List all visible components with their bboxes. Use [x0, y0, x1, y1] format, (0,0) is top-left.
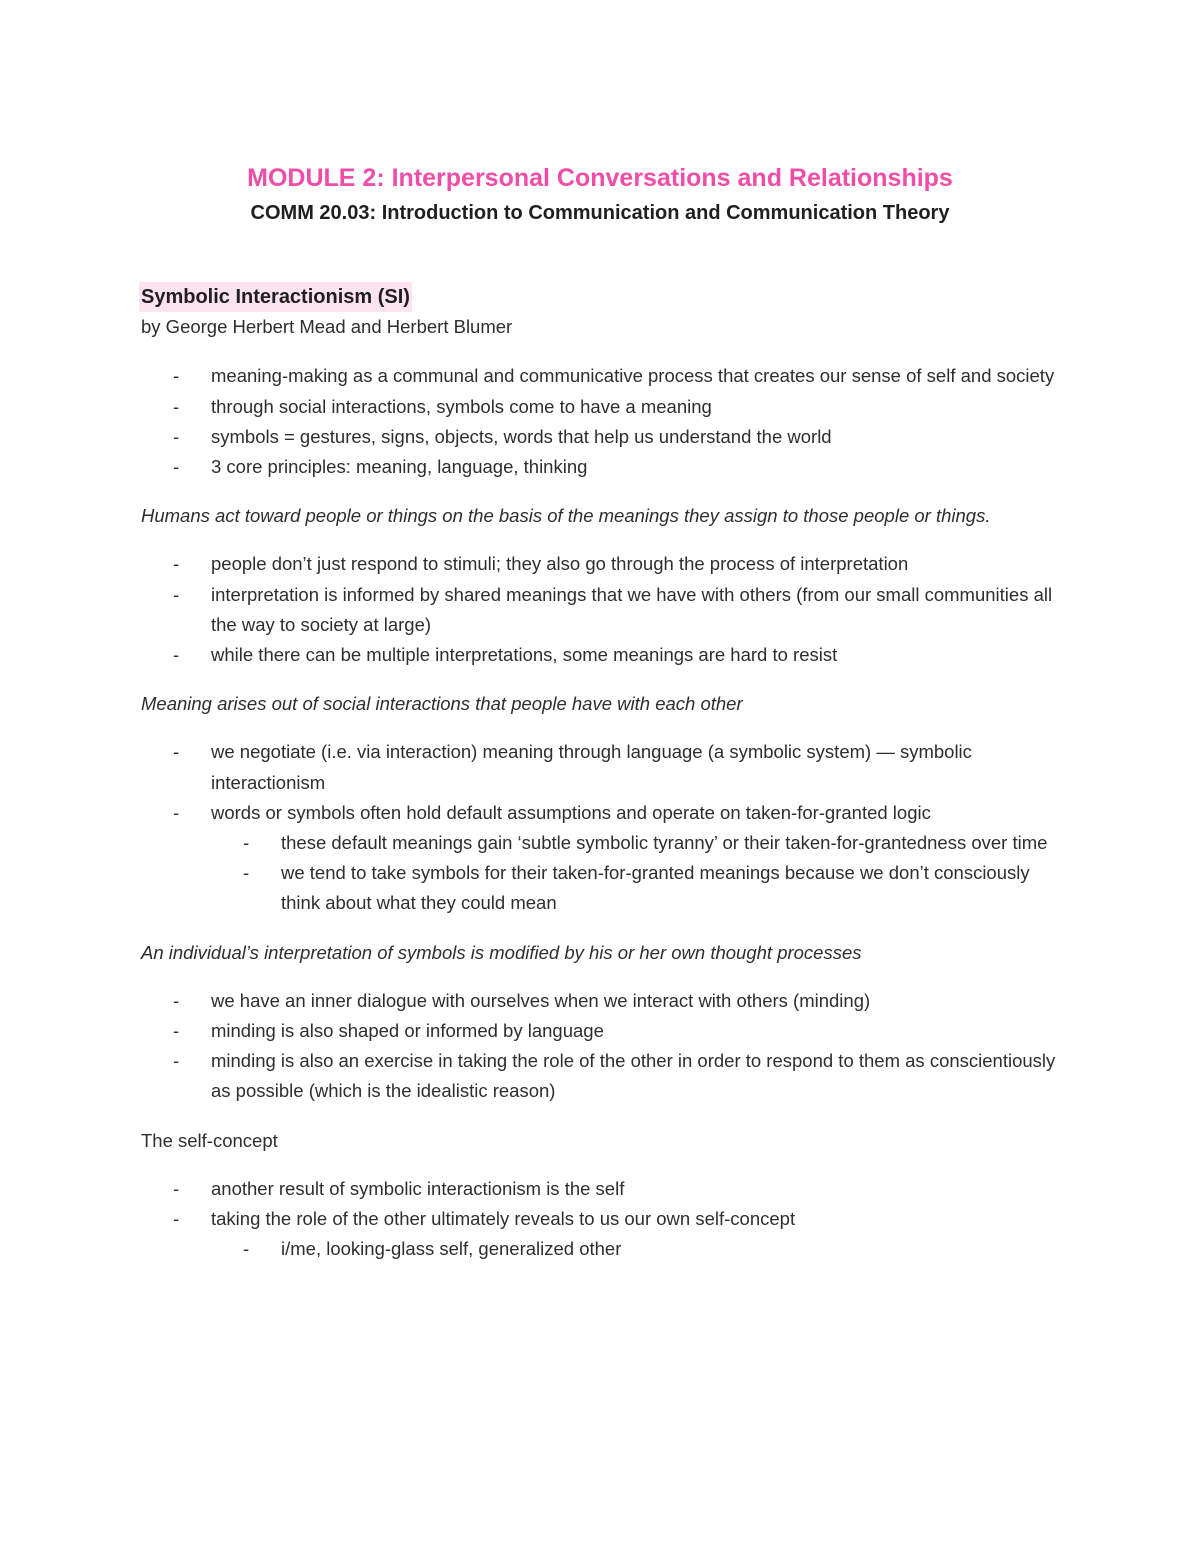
principle-1-bullet-list — [141, 549, 1071, 670]
sub-list-item: - we tend to take symbols for their taken-for-granted meanings because we don’t consciously think about what they could mean — [211, 858, 1071, 918]
list-item: - we have an inner dialogue with ourselves when we interact with others (minding) — [141, 986, 1071, 1016]
dash-bullet: - — [173, 365, 180, 387]
list-item: - through social interactions, symbols come to have a meaning — [141, 392, 1071, 422]
dash-bullet: - — [173, 1177, 180, 1199]
list-item: - we negotiate (i.e. via interaction) meaning through language (a symbolic system) — symbolic interactionism — [141, 737, 1071, 797]
sub-list-item: - i/me, looking-glass self, generalized other — [211, 1234, 1071, 1264]
self-concept-bullet-list — [141, 1174, 1071, 1265]
intro-bullet-list — [141, 361, 1071, 482]
list-item: - while there can be multiple interpretations, some meanings are hard to resist — [141, 640, 1071, 670]
principle-2-sub-bullet-list — [211, 828, 1071, 919]
dash-bullet: - — [243, 832, 250, 854]
dash-bullet: - — [173, 989, 180, 1011]
self-concept-sub-bullet-list — [211, 1234, 1071, 1264]
dash-bullet: - — [173, 741, 180, 763]
principle-statement-2: Meaning arises out of social interactions that people have with each other — [141, 693, 743, 715]
dash-bullet: - — [173, 1020, 180, 1042]
section-heading-wrap — [141, 282, 1071, 312]
dash-bullet: - — [173, 1050, 180, 1072]
list-item: - words or symbols often hold default assumptions and operate on taken-for-granted logic - these default meanings gain ‘subtle symbolic tyranny’ or their taken-for-grantedness over time - we tend to take symbols for their taken-for-granted meanings because we don’t consciously think about what they could mean — [141, 798, 1071, 919]
dash-bullet: - — [173, 1208, 180, 1230]
list-item: - interpretation is informed by shared meanings that we have with others (from our small communities all the way to society at large) — [141, 580, 1071, 640]
dash-bullet: - — [243, 1238, 250, 1260]
dash-bullet: - — [173, 456, 180, 478]
principle-2-bullet-list — [141, 737, 1071, 918]
dash-bullet: - — [173, 553, 180, 575]
dash-bullet: - — [173, 395, 180, 417]
byline: by George Herbert Mead and Herbert Blumer — [141, 316, 513, 338]
dash-bullet: - — [173, 425, 180, 447]
principle-statement-3: An individual’s interpretation of symbols is modified by his or her own thought processes — [141, 941, 862, 963]
dash-bullet: - — [173, 644, 180, 666]
self-concept-label: The self-concept — [141, 1129, 278, 1151]
list-item: - another result of symbolic interactionism is the self — [141, 1174, 1071, 1204]
principle-statement-1: Humans act toward people or things on the basis of the meanings they assign to those people or things. — [141, 505, 991, 527]
module-title: MODULE 2: Interpersonal Conversations and Relationships — [247, 164, 953, 192]
dash-bullet: - — [173, 801, 180, 823]
list-item: - meaning-making as a communal and communicative process that creates our sense of self and society — [141, 361, 1071, 391]
list-item: - 3 core principles: meaning, language, thinking — [141, 452, 1071, 482]
course-subtitle: COMM 20.03: Introduction to Communication and Communication Theory — [250, 202, 950, 224]
list-item: - minding is also an exercise in taking the role of the other in order to respond to them as conscientiously as possible (which is the idealistic reason) — [141, 1046, 1071, 1106]
sub-list-item: - these default meanings gain ‘subtle symbolic tyranny’ or their taken-for-grantedness over time — [211, 828, 1071, 858]
section-heading: Symbolic Interactionism (SI) — [139, 282, 412, 312]
dash-bullet: - — [173, 583, 180, 605]
principle-3-bullet-list — [141, 986, 1071, 1107]
list-item: - symbols = gestures, signs, objects, words that help us understand the world — [141, 422, 1071, 452]
list-item: - people don’t just respond to stimuli; they also go through the process of interpretation — [141, 549, 1071, 579]
list-item: - minding is also shaped or informed by language — [141, 1016, 1071, 1046]
list-item: - taking the role of the other ultimately reveals to us our own self-concept - i/me, looking-glass self, generalized other — [141, 1204, 1071, 1264]
document-body — [141, 282, 1071, 1264]
dash-bullet: - — [243, 862, 250, 884]
